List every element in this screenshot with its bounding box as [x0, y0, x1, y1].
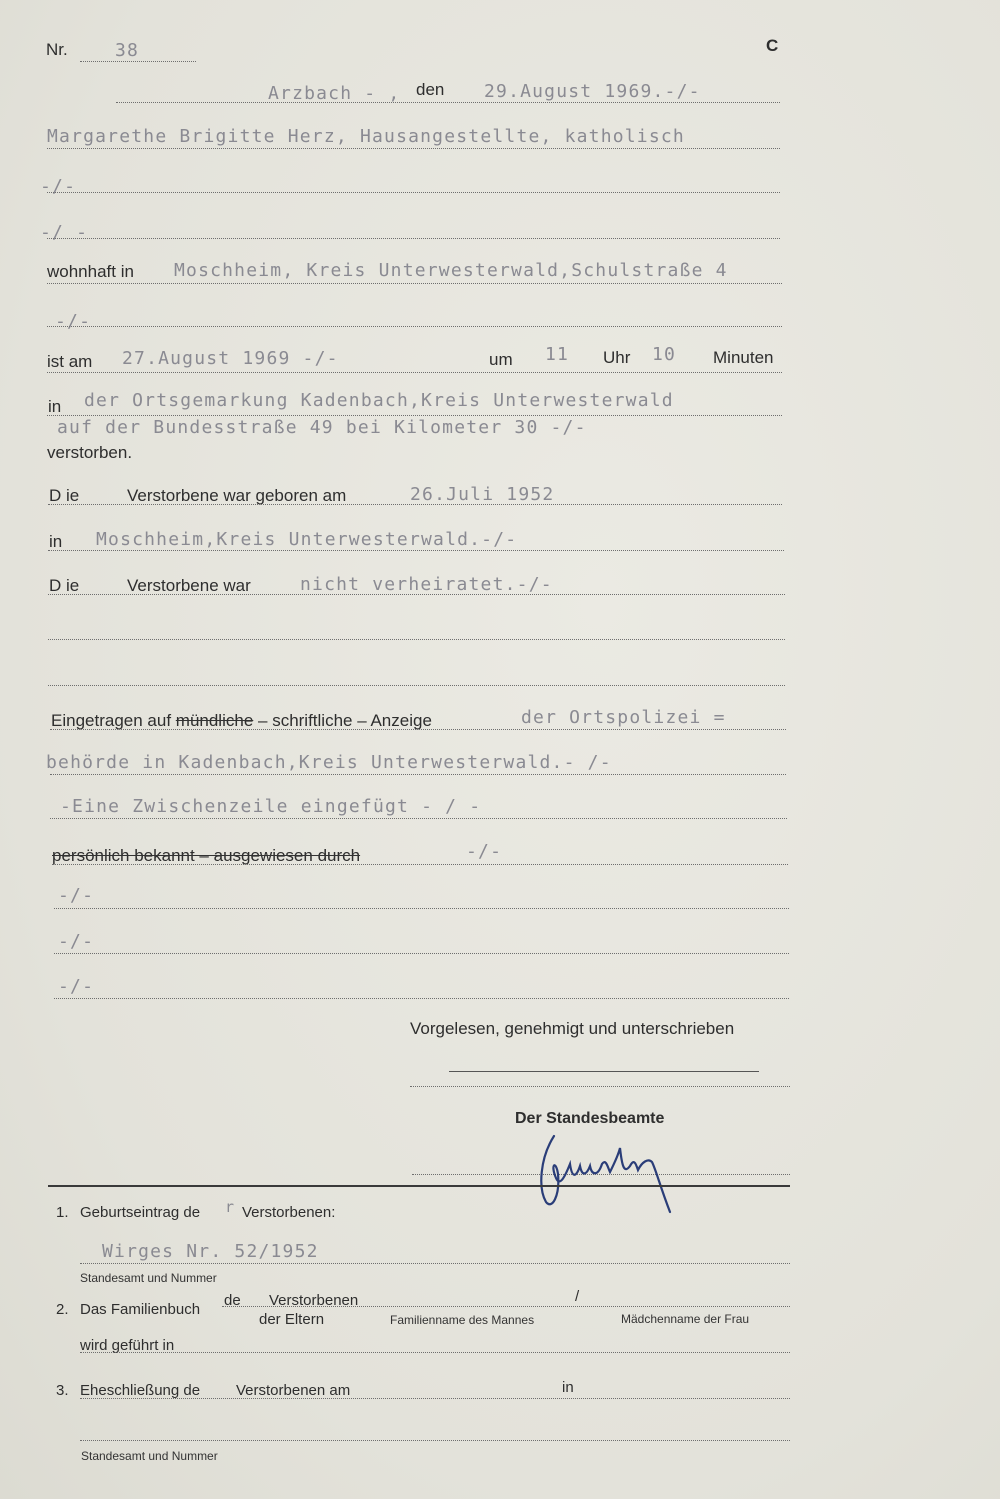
- residence-line-2-text: -/-: [55, 311, 92, 332]
- item2-number: 2.: [56, 1301, 69, 1318]
- record-date: 29.August 1969.-/-: [484, 81, 701, 102]
- person-line-1: [47, 148, 780, 149]
- reporter-line-2: behörde in Kadenbach,Kreis Unterwesterwald.- /-: [46, 752, 612, 773]
- um-label: um: [489, 350, 513, 369]
- blank-line-5: [54, 998, 789, 999]
- item2-verstorbenen: Verstorbenen: [269, 1292, 359, 1309]
- item2-de: de: [224, 1292, 241, 1309]
- item3-verstorbenen-am: Verstorbenen am: [236, 1382, 351, 1399]
- read-approved-label: Vorgelesen, genehmigt und unterschrieben: [410, 1019, 735, 1038]
- minuten-label: Minuten: [713, 348, 774, 367]
- verstorben-label: verstorben.: [47, 443, 133, 462]
- blank-value-3: -/-: [58, 976, 95, 997]
- item1-number: 1.: [56, 1204, 69, 1221]
- birth-born-label: Verstorbene war geboren am: [127, 486, 347, 505]
- item2-wird-label: wird geführt in: [80, 1337, 175, 1354]
- officer-signature: [520, 1118, 700, 1218]
- registration-struck: mündliche: [175, 711, 254, 730]
- item1-label-r: r: [225, 1198, 236, 1216]
- marital-status: nicht verheiratet.-/-: [300, 574, 553, 595]
- death-time-line: [47, 372, 782, 373]
- entry-number-line: [80, 61, 196, 62]
- item3-line-2: [80, 1440, 790, 1441]
- item1-line: [80, 1263, 790, 1264]
- death-minutes: 10: [652, 344, 677, 365]
- blank-value-1: -/-: [58, 885, 95, 906]
- registration-line-3: [50, 818, 787, 819]
- death-date: 27.August 1969 -/-: [122, 348, 339, 369]
- standesamt-label-1: Standesamt und Nummer: [80, 1271, 217, 1285]
- person-line-2-text: -/-: [40, 176, 77, 197]
- death-place-line-2: auf der Bundesstraße 49 bei Kilometer 30 -/-: [57, 417, 587, 438]
- item3-number: 3.: [56, 1382, 69, 1399]
- insertion-note: -Eine Zwischenzeile eingefügt - / -: [60, 796, 482, 817]
- death-place-in-label: in: [48, 397, 62, 416]
- residence-line: [47, 283, 782, 284]
- death-place-line-1: der Ortsgemarkung Kadenbach,Kreis Unterwesterwald: [84, 390, 674, 411]
- item2-family-name-label: Familienname des Mannes: [390, 1313, 535, 1327]
- person-line-3: [47, 238, 780, 239]
- residence-label: wohnhaft in: [47, 262, 134, 281]
- entry-number: 38: [115, 40, 140, 61]
- item2-slash: /: [575, 1288, 580, 1305]
- registration-label: [51, 711, 432, 731]
- birth-date: 26.Juli 1952: [410, 484, 555, 505]
- registration-line-2: [50, 774, 786, 775]
- death-date-label: ist am: [47, 352, 93, 371]
- birth-in-label: in: [49, 532, 63, 551]
- person-name-occupation: Margarethe Brigitte Herz, Hausangestellte, katholisch: [47, 126, 685, 147]
- registration-line-1: [50, 729, 786, 730]
- corner-letter: C: [766, 36, 779, 55]
- item1-label-a: Geburtseintrag de: [80, 1204, 201, 1221]
- blank-line-1: [48, 639, 785, 640]
- identity-value: -/-: [466, 841, 503, 862]
- uhr-label: Uhr: [603, 348, 631, 367]
- birth-registry-entry: Wirges Nr. 52/1952: [102, 1241, 319, 1262]
- item2-maiden-name-label: Mädchenname der Frau: [621, 1312, 750, 1326]
- marital-line: [48, 594, 785, 595]
- registration-suffix: – schriftliche – Anzeige: [258, 711, 432, 730]
- identity-label: persönlich bekannt – ausgewiesen durch: [52, 846, 361, 865]
- death-place-line: [47, 415, 782, 416]
- item1-label-b: Verstorbenen:: [242, 1204, 336, 1221]
- person-line-3-text: -/ -: [40, 222, 89, 243]
- registration-prefix: Eingetragen auf: [51, 711, 172, 730]
- place-of-record: Arzbach - ,: [268, 83, 401, 104]
- birth-place: Moschheim,Kreis Unterwesterwald.-/-: [96, 529, 518, 550]
- birth-date-line: [48, 504, 782, 505]
- blank-value-2: -/-: [58, 931, 95, 952]
- residence-value: Moschheim, Kreis Unterwesterwald,Schulstraße 4: [174, 260, 728, 281]
- signature-line-1: [449, 1071, 759, 1072]
- date-line: [116, 102, 780, 103]
- item2-line: [222, 1306, 790, 1307]
- item2-line-2: [80, 1352, 790, 1353]
- marital-die-label: D ie: [49, 576, 80, 595]
- officer-label: Der Standesbeamte: [515, 1110, 665, 1127]
- item2-der-eltern: der Eltern: [259, 1311, 325, 1328]
- item2-label: Das Familienbuch: [80, 1301, 201, 1318]
- identity-line: [52, 864, 788, 865]
- nr-label: Nr.: [46, 40, 68, 59]
- marital-war-label: Verstorbene war: [127, 576, 251, 595]
- footer-divider: [48, 1185, 790, 1187]
- item3-in: in: [562, 1379, 574, 1396]
- item3-label: Eheschließung de: [80, 1382, 201, 1399]
- signature-dotted-1: [410, 1086, 790, 1087]
- standesamt-label-2: Standesamt und Nummer: [81, 1449, 218, 1463]
- blank-line-3: [54, 908, 789, 909]
- blank-line-2: [48, 685, 785, 686]
- death-hour: 11: [545, 344, 570, 365]
- reporter-line-1: der Ortspolizei =: [521, 707, 726, 728]
- birth-die-label: D ie: [49, 486, 80, 505]
- den-label: den: [416, 80, 445, 99]
- blank-line-4: [54, 953, 789, 954]
- item3-line: [80, 1398, 790, 1399]
- person-line-2: [47, 192, 780, 193]
- birth-place-line: [48, 550, 784, 551]
- residence-line-2: [47, 326, 782, 327]
